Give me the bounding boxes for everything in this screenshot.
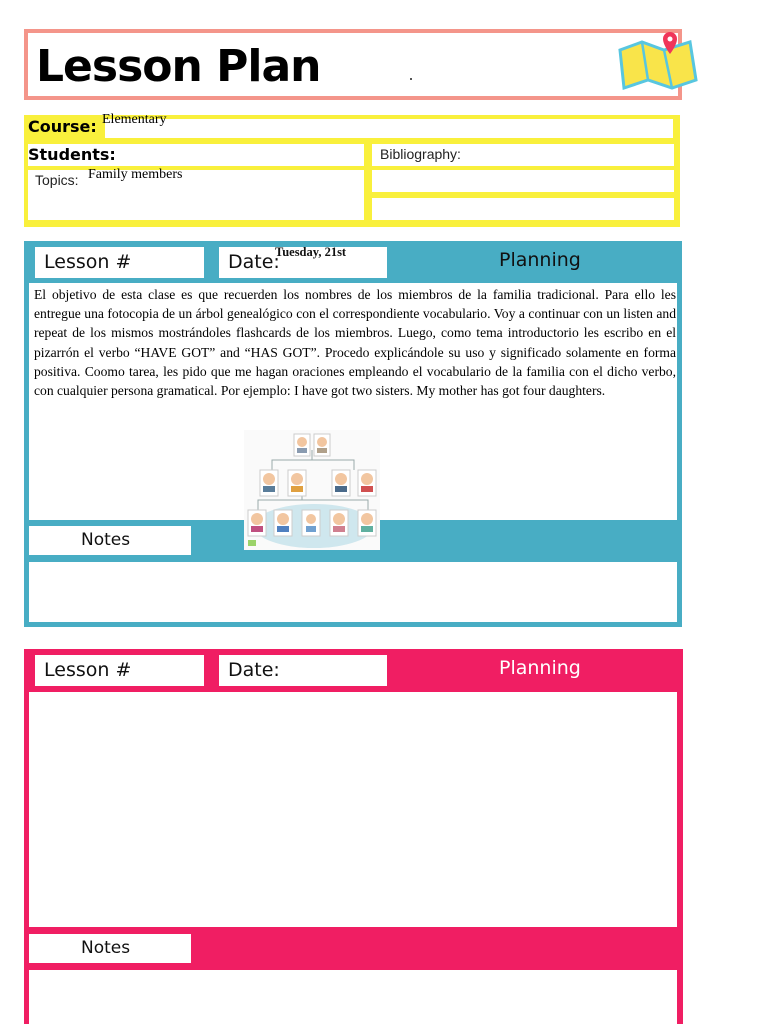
lesson-2-planning-label: Planning: [499, 657, 581, 679]
lesson-1-notes-tab[interactable]: Notes: [29, 526, 191, 555]
info-field-extra-2[interactable]: [372, 198, 674, 220]
header-dot: [410, 78, 412, 80]
lesson-1-date-label: Date:: [228, 251, 280, 273]
course-field[interactable]: [105, 119, 673, 138]
course-label: Course:: [28, 117, 97, 136]
students-label: Students:: [28, 145, 116, 164]
lesson-2-planning-area[interactable]: [29, 692, 677, 927]
page-title: Lesson Plan: [36, 41, 321, 92]
lesson-2-notes-tab[interactable]: Notes: [29, 934, 191, 963]
info-field-extra-1[interactable]: [372, 170, 674, 192]
lesson-1-notes-area[interactable]: [29, 562, 677, 622]
lesson-2-notes-area[interactable]: [29, 970, 677, 1024]
lesson-2-number-tab[interactable]: Lesson #: [35, 655, 204, 686]
family-tree-illustration: [244, 430, 380, 550]
bibliography-label: Bibliography:: [380, 146, 461, 162]
lesson-1-date-value: Tuesday, 21st: [275, 245, 347, 259]
lesson-2-date-tab[interactable]: Date:: [219, 655, 387, 686]
topics-label: Topics:: [35, 172, 79, 188]
topics-value: Family members: [88, 167, 183, 182]
lesson-1-number-tab[interactable]: Lesson #: [35, 247, 204, 278]
course-value: Elementary: [102, 112, 167, 127]
lesson-1-planning-text: El objetivo de esta clase es que recuerden los nombres de los miembros de la familia tradicional. Para ello les entregue una fotocopia de un árbol genealógico con el correspondiente vocabulario. Voy a continuar con un listen and repeat de los mismos mostrándoles flashcards de los miembros. Luego, como tema introductorio les escribo en el pizarrón el verbo “HAVE GOT” and “HAS GOT”. Procedo explicándole su uso y significado solamente en forma positiva. Coomo tarea, les pido que me hagan oraciones empleando el vocabulario de la familia con el dicho verbo, con cualquier persona gramatical. Por ejemplo: I have got two sisters. My mother has got four daughters.: [34, 287, 676, 399]
map-pin-icon: [612, 28, 702, 98]
lesson-1-planning-label: Planning: [499, 249, 581, 271]
